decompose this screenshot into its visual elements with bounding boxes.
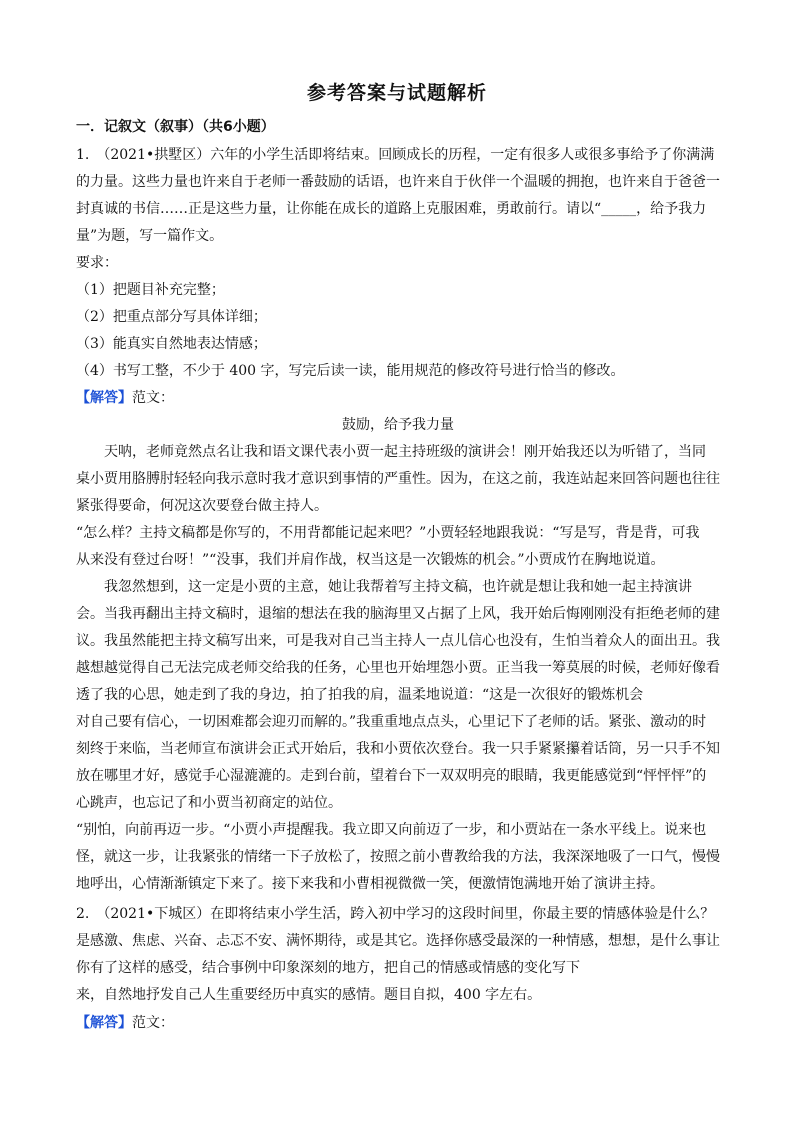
essay-line: 我忽然想到，这一定是小贾的主意，她让我帮着写主持文稿，也许就是想让我和她一起主持演讲 bbox=[76, 579, 692, 595]
essay-line: 桌小贾用胳膊肘轻轻向我示意时我才意识到事情的严重性。因为，在这之前，我连站起来回答问题也往往 bbox=[76, 471, 720, 487]
q2-line: 2. （2021•下城区）在即将结束小学生活，跨入初中学习的这段时间里，你最主要的情感体验是什么？ bbox=[76, 906, 715, 922]
q1-requirement: （2）把重点部分写具体详细； bbox=[76, 309, 267, 325]
essay-line: 刻终于来临，当老师宣布演讲会正式开始后，我和小贾依次登台。我一只手紧紧攥着话筒，另一只手不知 bbox=[76, 741, 720, 757]
essay-line: 地呼出，心情渐渐镇定下来了。接下来我和小曹相视微微一笑，便激情饱满地开始了演讲主持。 bbox=[76, 876, 664, 892]
answer-suffix: 范文： bbox=[132, 390, 174, 406]
q1-requirement: （3）能真实自然地表达情感； bbox=[76, 336, 267, 352]
q2-line: 你有了这样的感受，结合事例中印象深刻的地方，把自己的情感或情感的变化写下 bbox=[76, 960, 580, 976]
essay-line: 对自己要有信心，一切困难都会迎刃而解的。”我重重地点点头，心里记下了老师的话。紧张、激动的时 bbox=[76, 714, 707, 730]
answer-tag: 【解答】 bbox=[76, 1015, 132, 1031]
essay-line: 议。我虽然能把主持文稿写出来，可是我对自己当主持人一点儿信心也没有，生怕当着众人的面出丑。我 bbox=[76, 633, 720, 649]
essay-line: 天呐，老师竟然点名让我和语文课代表小贾一起主持班级的演讲会！刚开始我还以为听错了，当同 bbox=[76, 444, 706, 460]
q1-requirement: （1）把题目补充完整； bbox=[76, 282, 225, 298]
essay-line: 从来没有登过台呀！”“没事，我们并肩作战，权当这是一次锻炼的机会。”小贾成竹在胸地说道。 bbox=[76, 552, 665, 568]
essay-line: “怎么样？主持文稿都是你写的，不用背都能记起来吧？”小贾轻轻地跟我说：“写是写，背是背，可我 bbox=[76, 525, 700, 541]
section-heading: 一．记叙文（叙事）（共6小题） bbox=[76, 119, 275, 135]
q2-line: 是感激、焦虑、兴奋、忐忑不安、满怀期待，或是其它。选择你感受最深的一种情感，想想，是什么事让 bbox=[76, 933, 720, 949]
q1-line: 1. （2021•拱墅区）六年的小学生活即将结束。回顾成长的历程，一定有很多人或很多事给予了你满满 bbox=[76, 147, 715, 163]
q2-answer-line bbox=[76, 1014, 720, 1032]
answer-tag: 【解答】 bbox=[76, 390, 132, 406]
q1-requirements-label: 要求： bbox=[76, 255, 118, 271]
essay-line: “别怕，向前再迈一步。“小贾小声提醒我。我立即又向前迈了一步，和小贾站在一条水平线上。说来也 bbox=[76, 822, 707, 838]
essay-title: 鼓励，给予我力量 bbox=[342, 417, 454, 433]
q1-requirement: （4）书写工整，不少于 400 字，写完后读一读，能用规范的修改符号进行恰当的修改。 bbox=[76, 363, 625, 379]
page-title: 参考答案与试题解析 bbox=[306, 82, 487, 104]
q1-line: 的力量。这些力量也许来自于老师一番鼓励的话语，也许来自于伙伴一个温暖的拥抱，也许来自于爸爸一 bbox=[76, 174, 720, 190]
q1-answer-line bbox=[76, 389, 720, 407]
essay-line: 越想越觉得自己无法完成老师交给我的任务，心里也开始埋怨小贾。正当我一筹莫展的时候，老师好像看 bbox=[76, 660, 720, 676]
essay-line: 心跳声，也忘记了和小贾当初商定的站位。 bbox=[76, 795, 342, 811]
q1-line: 封真诚的书信……正是这些力量，让你能在成长的道路上克服困难，勇敢前行。请以“_____，给予我力 bbox=[76, 201, 707, 217]
essay-line: 紧张得要命，何况这次要登台做主持人。 bbox=[76, 498, 328, 514]
q2-line: 来，自然地抒发自己人生重要经历中真实的感情。题目自拟，400 字左右。 bbox=[76, 987, 542, 1003]
essay-line: 会。当我再翻出主持文稿时，退缩的想法在我的脑海里又占据了上风，我开始后悔刚刚没有拒绝老师的建 bbox=[76, 606, 720, 622]
essay-line: 透了我的心思，她走到了我的身边，拍了拍我的肩，温柔地说道：“这是一次很好的锻炼机会 bbox=[76, 687, 644, 703]
q1-line: 量”为题，写一篇作文。 bbox=[76, 228, 224, 244]
essay-line: 放在哪里才好，感觉手心湿漉漉的。走到台前，望着台下一双双明亮的眼睛，我更能感觉到“怦怦怦”的 bbox=[76, 768, 707, 784]
answer-suffix: 范文： bbox=[132, 1015, 174, 1031]
essay-line: 怪，就这一步，让我紧张的情绪一下子放松了，按照之前小曹教给我的方法，我深深地吸了一口气，慢慢 bbox=[76, 849, 720, 865]
